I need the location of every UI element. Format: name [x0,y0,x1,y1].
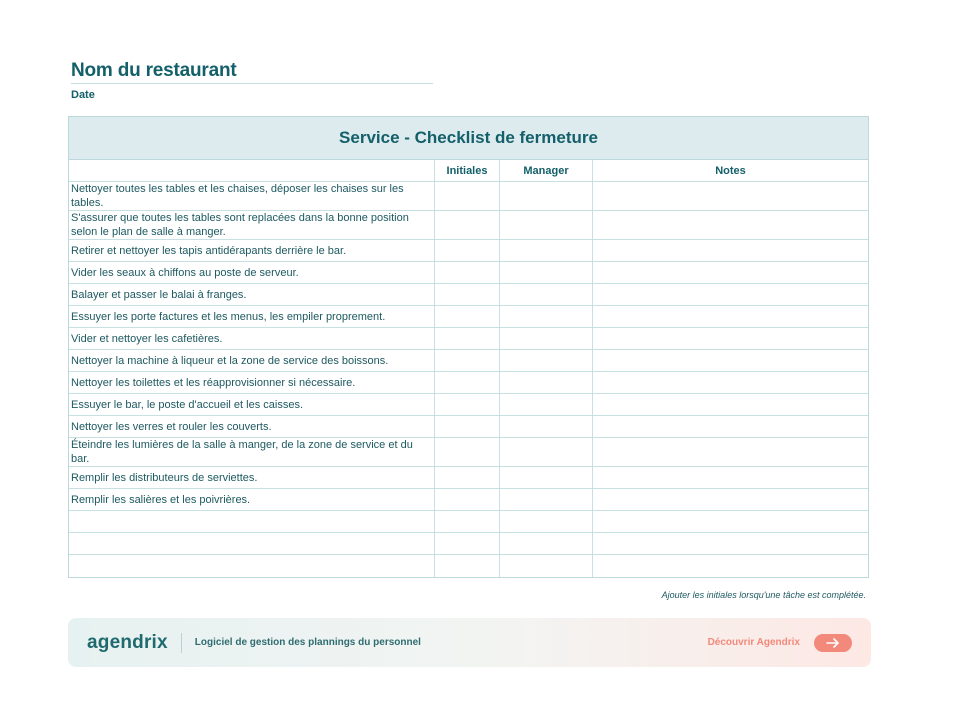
table-row [69,467,868,489]
manager-cell[interactable] [499,182,592,210]
table-row [69,489,868,511]
initials-cell[interactable] [434,511,499,532]
notes-cell[interactable] [592,182,868,210]
initials-cell[interactable] [434,182,499,210]
agendrix-logo[interactable]: agendrix [87,631,168,653]
manager-cell[interactable] [499,328,592,349]
manager-cell[interactable] [499,284,592,305]
task-cell [69,533,434,554]
table-row [69,511,868,533]
task-cell: Vider et nettoyer les cafetières. [71,332,223,345]
table-row [69,533,868,555]
manager-cell[interactable] [499,240,592,261]
task-cell: Éteindre les lumières de la salle à manger, de la zone de service et du bar. [71,439,413,465]
notes-cell[interactable] [592,306,868,327]
notes-cell[interactable] [592,416,868,437]
notes-cell[interactable] [592,372,868,393]
manager-cell[interactable] [499,372,592,393]
checklist-title: Service - Checklist de fermeture [69,117,868,160]
task-cell: Vider les seaux à chiffons au poste de serveur. [71,266,299,279]
table-row [69,328,868,350]
manager-cell[interactable] [499,306,592,327]
task-cell: Essuyer le bar, le poste d'accueil et les caisses. [71,398,303,411]
notes-cell[interactable] [592,511,868,532]
manager-cell[interactable] [499,555,592,577]
initials-cell[interactable] [434,262,499,283]
initials-cell[interactable] [434,372,499,393]
banner-divider [181,633,182,653]
table-row [69,438,868,467]
task-cell: Remplir les distributeurs de serviettes. [71,471,258,484]
task-cell [69,555,434,577]
task-cell: Balayer et passer le balai à franges. [71,288,247,301]
manager-cell[interactable] [499,467,592,488]
closing-checklist-table [68,116,869,578]
initials-cell[interactable] [434,416,499,437]
notes-cell[interactable] [592,262,868,283]
task-cell: Nettoyer toutes les tables et les chaises, déposer les chaises sur les tables. [71,183,404,209]
notes-cell[interactable] [592,438,868,466]
manager-cell[interactable] [499,533,592,554]
notes-cell[interactable] [592,284,868,305]
manager-cell[interactable] [499,350,592,371]
banner-tagline: Logiciel de gestion des plannings du personnel [194,637,421,648]
initials-cell[interactable] [434,533,499,554]
discover-agendrix-link[interactable]: Découvrir Agendrix [707,637,800,648]
table-row [69,306,868,328]
initials-cell[interactable] [434,306,499,327]
task-cell: Nettoyer les verres et rouler les couverts. [71,420,272,433]
date-label: Date [71,89,95,101]
table-row [69,182,868,211]
table-row [69,240,868,262]
initials-cell[interactable] [434,467,499,488]
notes-cell[interactable] [592,533,868,554]
discover-agendrix-button[interactable] [814,634,852,652]
column-header-notes: Notes [592,160,868,181]
table-row [69,350,868,372]
column-header-initials: Initiales [434,160,499,181]
notes-cell[interactable] [592,211,868,239]
task-cell [69,511,434,532]
notes-cell[interactable] [592,394,868,415]
manager-cell[interactable] [499,262,592,283]
table-row [69,394,868,416]
initials-cell[interactable] [434,284,499,305]
table-header-row [69,160,868,182]
agendrix-banner[interactable] [68,618,871,667]
notes-cell[interactable] [592,489,868,510]
manager-cell[interactable] [499,511,592,532]
task-cell: S'assurer que toutes les tables sont replacées dans la bonne position selon le plan de salle à manger. [71,212,409,238]
table-row [69,372,868,394]
restaurant-name-field: Nom du restaurant [71,60,433,84]
notes-cell[interactable] [592,350,868,371]
task-cell: Remplir les salières et les poivrières. [71,493,251,506]
initials-cell[interactable] [434,394,499,415]
notes-cell[interactable] [592,328,868,349]
table-row [69,262,868,284]
initials-cell[interactable] [434,328,499,349]
footnote: Ajouter les initiales lorsqu'une tâche est complétée. [661,590,866,600]
manager-cell[interactable] [499,489,592,510]
task-cell: Nettoyer les toilettes et les réapprovisionner si nécessaire. [71,376,356,389]
initials-cell[interactable] [434,555,499,577]
notes-cell[interactable] [592,467,868,488]
task-cell: Essuyer les porte factures et les menus, les empiler proprement. [71,310,386,323]
manager-cell[interactable] [499,211,592,239]
initials-cell[interactable] [434,489,499,510]
column-header-task [69,160,434,181]
initials-cell[interactable] [434,240,499,261]
manager-cell[interactable] [499,438,592,466]
arrow-right-icon [826,638,840,648]
table-row [69,555,868,577]
initials-cell[interactable] [434,350,499,371]
column-header-manager: Manager [499,160,592,181]
table-row [69,416,868,438]
table-row [69,211,868,240]
initials-cell[interactable] [434,211,499,239]
initials-cell[interactable] [434,438,499,466]
task-cell: Nettoyer la machine à liqueur et la zone de service des boissons. [71,354,389,367]
manager-cell[interactable] [499,394,592,415]
notes-cell[interactable] [592,240,868,261]
table-row [69,284,868,306]
manager-cell[interactable] [499,416,592,437]
notes-cell[interactable] [592,555,868,577]
task-cell: Retirer et nettoyer les tapis antidérapants derrière le bar. [71,244,347,257]
